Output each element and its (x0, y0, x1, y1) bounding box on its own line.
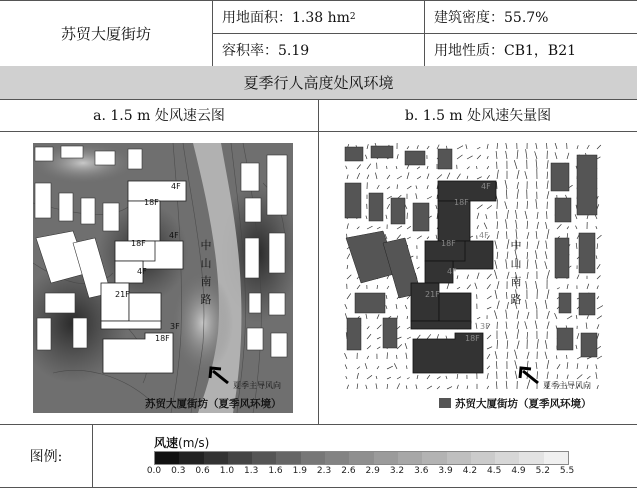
floor-label: 4F (481, 182, 491, 191)
caption-swatch (439, 398, 451, 408)
floor-label: 18F (155, 334, 170, 343)
wind-direction-label: 夏季主导风向 (543, 381, 591, 390)
section-title: 夏季行人高度处风环境 (243, 74, 394, 92)
table-divider-row5 (0, 424, 637, 425)
wind-vector (397, 355, 398, 359)
road-label-char: 路 (200, 293, 212, 306)
wind-vector (387, 352, 388, 359)
table-col-divider-1 (212, 0, 213, 66)
legend-swatch (398, 452, 422, 464)
legend-tick-label: 3.9 (438, 466, 453, 476)
wind-vector (507, 231, 508, 239)
road-label-char: 中 (200, 239, 212, 252)
road-label-char: 南 (510, 275, 522, 288)
legend-tick-label: 1.0 (219, 466, 235, 476)
legend-swatch (374, 452, 398, 464)
floor-area-ratio: 容积率：5.19 (222, 42, 310, 59)
road-label-char: 山 (510, 257, 522, 270)
wind-vector (567, 355, 568, 359)
legend-tick-label: 0.0 (146, 466, 162, 476)
legend-tick-label: 3.6 (414, 466, 429, 476)
land-area-text: 用地面积：1.38 hm (222, 9, 350, 26)
land-area: 用地面积：1.38 hm 2 (222, 0, 356, 33)
panel-b-caption: 苏贸大厦街坊（夏季风环境） (455, 398, 592, 410)
panel-b-title: b. 1.5 m 处风速矢量图 (404, 108, 552, 124)
legend-tick-label: 2.6 (341, 466, 356, 476)
legend-swatch (495, 452, 519, 464)
legend-swatch (349, 452, 373, 464)
wind-vector (397, 184, 398, 189)
legend-unit: (m/s) (178, 436, 210, 450)
wind-vector (387, 166, 388, 169)
legend-tick-label: 2.9 (365, 466, 380, 476)
road-label-char: 路 (510, 293, 522, 306)
floor-label: 18F (465, 334, 480, 343)
panel-a-caption: 苏贸大厦街坊（夏季风环境） (145, 398, 282, 410)
floor-label: 4F (137, 267, 147, 276)
legend-tick-label: 4.9 (511, 466, 526, 476)
legend-swatch (447, 452, 471, 464)
floor-label: 18F (144, 198, 159, 207)
floor-label: 4F (447, 267, 457, 276)
floor-label: 3F (480, 322, 490, 331)
legend-tick-label: 1.3 (244, 466, 259, 476)
legend-swatch (544, 452, 568, 464)
table-col-divider-legend (92, 424, 93, 487)
legend-tick-label: 2.3 (316, 466, 332, 476)
legend-tick-label: 4.2 (462, 466, 478, 476)
legend-swatch (325, 452, 349, 464)
table-col-divider-mid (318, 99, 319, 424)
road-label-char: 中 (510, 239, 522, 252)
legend-swatch (471, 452, 495, 464)
wind-vector-map (343, 143, 603, 413)
legend-swatch (228, 452, 252, 464)
floor-label: 4F (171, 182, 181, 191)
floor-label: 21F (115, 290, 130, 299)
wind-vector (497, 182, 498, 189)
legend-swatch (301, 452, 325, 464)
wind-vector (547, 211, 548, 219)
wind-vector (447, 146, 448, 149)
land-use: 用地性质：CB1，B21 (434, 42, 577, 59)
table-border-bottom (0, 487, 637, 488)
wind-vector (407, 365, 408, 369)
legend-swatch (276, 452, 300, 464)
wind-speed-contour-map (33, 143, 293, 413)
legend-tick-label: 0.6 (195, 466, 210, 476)
legend-tick-label: 1.6 (268, 466, 283, 476)
legend-title-text: 风速 (154, 436, 179, 450)
legend-swatch (519, 452, 543, 464)
road-label-char: 南 (200, 275, 212, 288)
road-label-char: 山 (200, 257, 212, 270)
legend-swatch (155, 452, 179, 464)
building-density: 建筑密度：55.7% (434, 9, 549, 26)
legend-ticks (146, 466, 575, 478)
legend-title (154, 434, 209, 451)
table-col-divider-2 (424, 0, 425, 66)
floor-label: 18F (454, 198, 469, 207)
wind-vector (517, 202, 518, 209)
legend-swatch (204, 452, 228, 464)
legend-tick-label: 0.3 (171, 466, 186, 476)
legend-tick-label: 1.9 (292, 466, 307, 476)
wind-vector (477, 166, 478, 169)
legend-swatch (179, 452, 203, 464)
project-name: 苏贸大厦街坊 (60, 24, 151, 43)
legend-tick-label: 4.5 (487, 466, 502, 476)
wind-direction-label: 夏季主导风向 (233, 381, 281, 390)
wind-vector (537, 371, 538, 379)
legend-tick-label: 5.2 (535, 466, 550, 476)
floor-label: 18F (441, 239, 456, 248)
floor-label: 4F (479, 231, 489, 240)
legend-label: 图例: (29, 448, 63, 465)
panel-a-title: a. 1.5 m 处风速云图 (93, 108, 225, 124)
legend-swatch (422, 452, 446, 464)
floor-label: 21F (425, 290, 440, 299)
legend-color-scale (154, 451, 569, 465)
legend-swatch (252, 452, 276, 464)
floor-label: 18F (131, 239, 146, 248)
floor-label: 4F (169, 231, 179, 240)
floor-label: 3F (170, 322, 180, 331)
legend-tick-label: 5.5 (559, 466, 575, 476)
legend-tick-label: 3.2 (389, 466, 405, 476)
